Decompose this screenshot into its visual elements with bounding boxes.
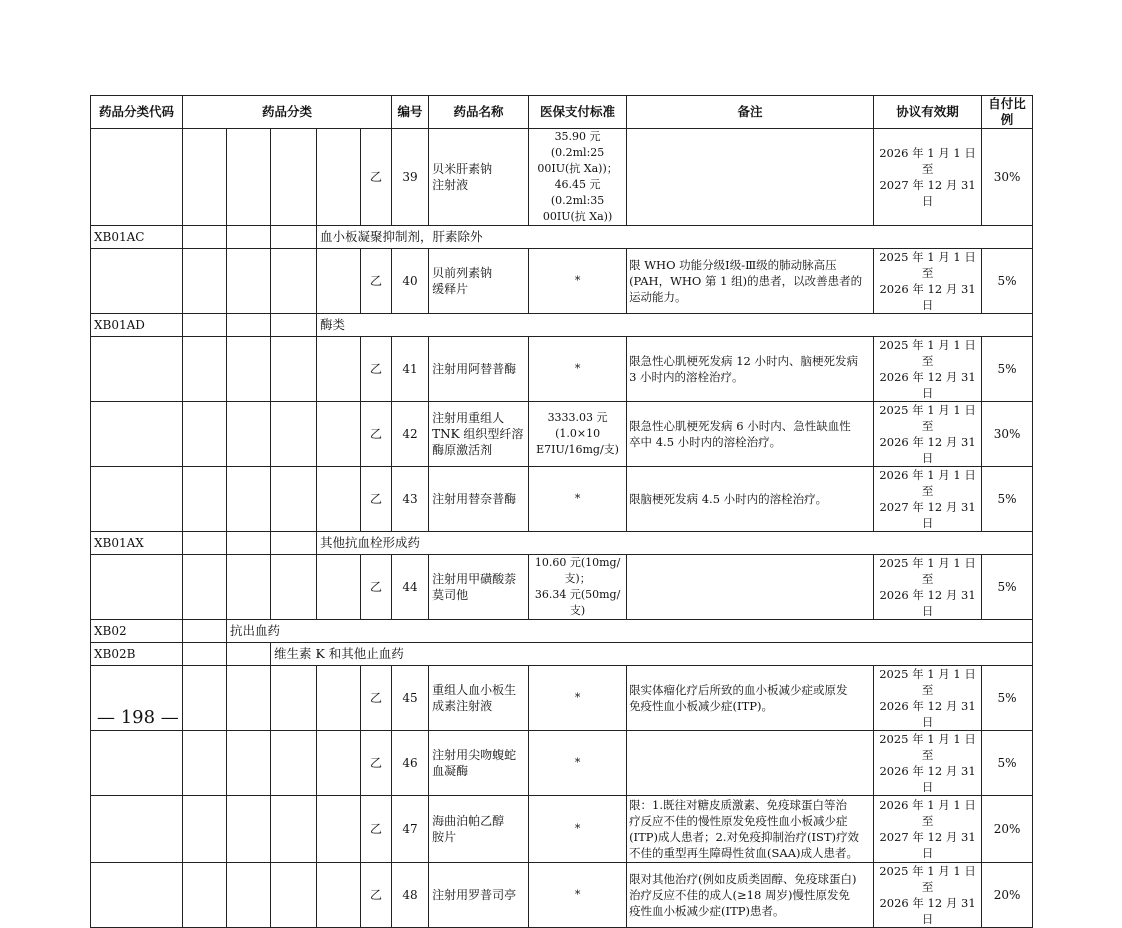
empty-cell [183,555,227,620]
payment-standard: * [529,731,627,796]
page-number: — 198 — [97,707,179,728]
empty-cell [271,314,317,337]
header-standard: 医保支付标准 [529,96,627,129]
drug-number: 40 [392,249,429,314]
payment-standard: * [529,467,627,532]
validity-period: 2025 年 1 月 1 日至 2026 年 12 月 31 日 [874,555,982,620]
empty-cell [183,337,227,402]
empty-cell [227,796,271,863]
empty-cell [227,666,271,731]
empty-cell [317,796,361,863]
drug-grade: 乙 [361,402,392,467]
drug-number: 45 [392,666,429,731]
empty-cell [227,402,271,467]
header-ratio: 自付比例 [982,96,1033,129]
header-code: 药品分类代码 [91,96,183,129]
payment-standard: * [529,796,627,863]
drug-name: 注射用尖吻蝮蛇 血凝酶 [429,731,529,796]
category-label: 血小板凝聚抑制剂，肝素除外 [317,226,1033,249]
empty-cell [317,863,361,928]
header-validity: 协议有效期 [874,96,982,129]
table-row [91,467,1033,532]
empty-cell [227,731,271,796]
payment-standard: * [529,249,627,314]
empty-cell [227,467,271,532]
validity-period: 2025 年 1 月 1 日至 2026 年 12 月 31 日 [874,402,982,467]
empty-cell [271,226,317,249]
drug-note [627,555,874,620]
empty-cell [271,402,317,467]
empty-cell [227,643,271,666]
empty-cell [91,129,183,226]
table-row [91,731,1033,796]
drug-note: 限：1.既往对糖皮质激素、免疫球蛋白等治 疗反应不佳的慢性原发免疫性血小板减少症 (ITP)成人患者；2.对免疫抑制治疗(IST)疗效 不佳的重型再生障碍性贫血(SAA)成人患者。 [627,796,874,863]
empty-cell [183,643,227,666]
validity-period: 2025 年 1 月 1 日至 2026 年 12 月 31 日 [874,249,982,314]
validity-period: 2026 年 1 月 1 日至 2027 年 12 月 31 日 [874,129,982,226]
validity-period: 2025 年 1 月 1 日至 2026 年 12 月 31 日 [874,666,982,731]
empty-cell [227,314,271,337]
empty-cell [183,666,227,731]
category-code: XB02B [91,643,183,666]
empty-cell [317,129,361,226]
empty-cell [91,467,183,532]
header-number: 编号 [392,96,429,129]
self-pay-ratio: 30% [982,402,1033,467]
empty-cell [183,863,227,928]
empty-cell [227,249,271,314]
validity-period: 2025 年 1 月 1 日至 2026 年 12 月 31 日 [874,337,982,402]
category-row [91,226,1033,249]
empty-cell [317,337,361,402]
empty-cell [317,666,361,731]
drug-number: 48 [392,863,429,928]
drug-note: 限实体瘤化疗后所致的血小板减少症或原发 免疫性血小板减少症(ITP)。 [627,666,874,731]
self-pay-ratio: 20% [982,796,1033,863]
category-label: 维生素 K 和其他止血药 [271,643,1033,666]
self-pay-ratio: 5% [982,249,1033,314]
category-code: XB02 [91,620,183,643]
self-pay-ratio: 30% [982,129,1033,226]
drug-name: 贝前列素钠 缓释片 [429,249,529,314]
drug-grade: 乙 [361,863,392,928]
validity-period: 2025 年 1 月 1 日至 2026 年 12 月 31 日 [874,863,982,928]
drug-name: 注射用罗普司亭 [429,863,529,928]
empty-cell [91,555,183,620]
empty-cell [271,532,317,555]
payment-standard: * [529,337,627,402]
drug-name: 注射用替奈普酶 [429,467,529,532]
category-label: 抗出血药 [227,620,1033,643]
category-row [91,314,1033,337]
drug-name: 重组人血小板生 成素注射液 [429,666,529,731]
empty-cell [183,314,227,337]
payment-standard: * [529,666,627,731]
drug-note: 限 WHO 功能分级Ⅰ级-Ⅲ级的肺动脉高压 (PAH，WHO 第 1 组)的患者，以改善患者的 运动能力。 [627,249,874,314]
payment-standard: 35.90 元(0.2ml:25 00IU(抗 Xa))； 46.45 元(0.2ml:35 00IU(抗 Xa)) [529,129,627,226]
table-row [91,555,1033,620]
drug-grade: 乙 [361,666,392,731]
drug-number: 46 [392,731,429,796]
category-row [91,643,1033,666]
empty-cell [227,129,271,226]
header-category: 药品分类 [183,96,392,129]
category-row [91,620,1033,643]
payment-standard: 10.60 元(10mg/支)； 36.34 元(50mg/支) [529,555,627,620]
drug-name: 贝米肝素钠 注射液 [429,129,529,226]
drug-grade: 乙 [361,337,392,402]
drug-note: 限急性心肌梗死发病 6 小时内、急性缺血性 卒中 4.5 小时内的溶栓治疗。 [627,402,874,467]
table-row [91,666,1033,731]
drug-note [627,731,874,796]
drug-note: 限急性心肌梗死发病 12 小时内、脑梗死发病 3 小时内的溶栓治疗。 [627,337,874,402]
drug-number: 41 [392,337,429,402]
drug-number: 42 [392,402,429,467]
self-pay-ratio: 5% [982,555,1033,620]
empty-cell [183,402,227,467]
table-row [91,337,1033,402]
empty-cell [271,249,317,314]
empty-cell [271,666,317,731]
empty-cell [91,796,183,863]
empty-cell [227,555,271,620]
drug-grade: 乙 [361,796,392,863]
drug-grade: 乙 [361,467,392,532]
drug-number: 43 [392,467,429,532]
empty-cell [183,129,227,226]
validity-period: 2025 年 1 月 1 日至 2026 年 12 月 31 日 [874,731,982,796]
empty-cell [91,337,183,402]
drug-name: 注射用甲磺酸萘 莫司他 [429,555,529,620]
validity-period: 2026 年 1 月 1 日至 2027 年 12 月 31 日 [874,796,982,863]
empty-cell [183,467,227,532]
empty-cell [91,863,183,928]
empty-cell [227,863,271,928]
drug-note: 限脑梗死发病 4.5 小时内的溶栓治疗。 [627,467,874,532]
empty-cell [317,467,361,532]
table-header-row [91,96,1033,129]
empty-cell [183,249,227,314]
empty-cell [227,337,271,402]
drug-number: 39 [392,129,429,226]
table-row [91,402,1033,467]
self-pay-ratio: 20% [982,863,1033,928]
header-name: 药品名称 [429,96,529,129]
self-pay-ratio: 5% [982,666,1033,731]
payment-standard: 3333.03 元(1.0×10 E7IU/16mg/支) [529,402,627,467]
empty-cell [317,555,361,620]
self-pay-ratio: 5% [982,337,1033,402]
drug-grade: 乙 [361,731,392,796]
empty-cell [183,796,227,863]
empty-cell [271,467,317,532]
category-code: XB01AX [91,532,183,555]
empty-cell [271,863,317,928]
drug-note: 限对其他治疗(例如皮质类固醇、免疫球蛋白) 治疗反应不佳的成人(≥18 周岁)慢性原发免 疫性血小板减少症(ITP)患者。 [627,863,874,928]
drug-list-table [90,95,1033,928]
category-code: XB01AD [91,314,183,337]
empty-cell [227,532,271,555]
empty-cell [91,249,183,314]
empty-cell [317,731,361,796]
category-label: 酶类 [317,314,1033,337]
drug-grade: 乙 [361,129,392,226]
table-row [91,249,1033,314]
self-pay-ratio: 5% [982,467,1033,532]
drug-name: 海曲泊帕乙醇 胺片 [429,796,529,863]
self-pay-ratio: 5% [982,731,1033,796]
empty-cell [91,402,183,467]
empty-cell [183,226,227,249]
drug-name: 注射用重组人 TNK 组织型纤溶 酶原激活剂 [429,402,529,467]
payment-standard: * [529,863,627,928]
empty-cell [271,337,317,402]
drug-grade: 乙 [361,555,392,620]
empty-cell [183,532,227,555]
header-note: 备注 [627,96,874,129]
empty-cell [183,731,227,796]
empty-cell [91,731,183,796]
table-row [91,796,1033,863]
drug-name: 注射用阿替普酶 [429,337,529,402]
drug-grade: 乙 [361,249,392,314]
drug-number: 47 [392,796,429,863]
category-code: XB01AC [91,226,183,249]
empty-cell [271,731,317,796]
table-row [91,863,1033,928]
empty-cell [271,796,317,863]
empty-cell [183,620,227,643]
drug-number: 44 [392,555,429,620]
table-row [91,129,1033,226]
empty-cell [271,555,317,620]
category-label: 其他抗血栓形成药 [317,532,1033,555]
empty-cell [317,402,361,467]
validity-period: 2026 年 1 月 1 日至 2027 年 12 月 31 日 [874,467,982,532]
empty-cell [317,249,361,314]
empty-cell [271,129,317,226]
drug-note [627,129,874,226]
category-row [91,532,1033,555]
empty-cell [227,226,271,249]
